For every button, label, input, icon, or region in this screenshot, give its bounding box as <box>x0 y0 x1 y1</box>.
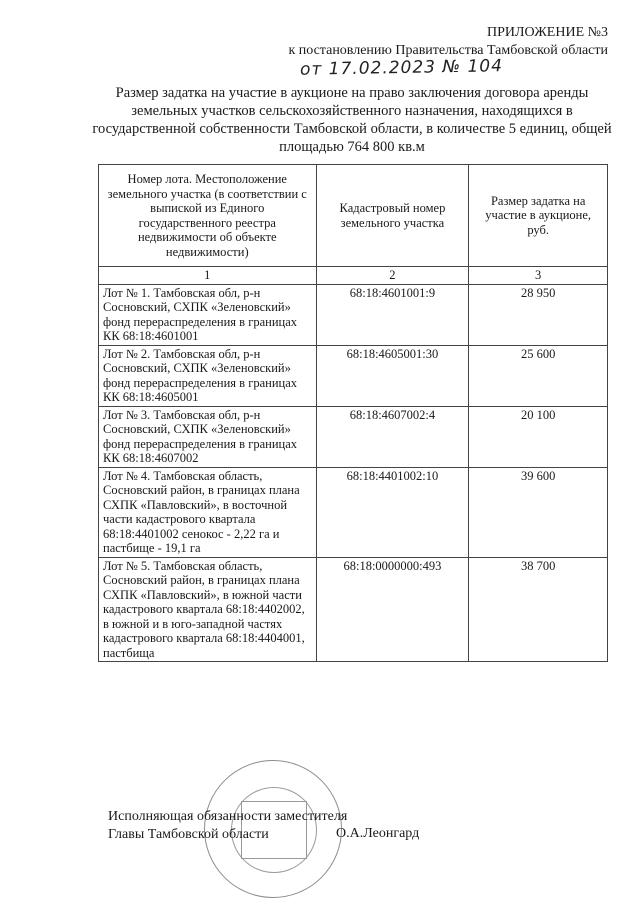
lot-location: Лот № 5. Тамбовская область, Сосновский район, в границах плана СХПК «Павловский», в южной части кадастрового квартала 68:18:4402002, в южной и в юго-западной частях кадастрового квартала 68:18:4404001, пастбища <box>99 557 317 662</box>
signature-block <box>108 808 347 844</box>
document-title: Размер задатка на участие в аукционе на право заключения договора аренды земельных участков сельскохозяйственного назначения, находящихся в государственной собственности Тамбовской области, в количестве 5 единиц, общей площадью 764 800 кв.м <box>92 85 612 155</box>
header-deposit: Размер задатка на участие в аукционе, руб. <box>469 165 608 267</box>
appendix-header <box>262 24 608 60</box>
table-row <box>99 467 608 557</box>
lot-cadastral: 68:18:4401002:10 <box>316 467 469 557</box>
signer-name: О.А.Леонгард <box>336 826 420 841</box>
table-row <box>99 284 608 345</box>
lot-deposit: 20 100 <box>469 406 608 467</box>
column-number-row <box>99 267 608 285</box>
lot-deposit: 38 700 <box>469 557 608 662</box>
appendix-number: ПРИЛОЖЕНИЕ №3 <box>487 25 608 40</box>
lots-table <box>98 164 608 662</box>
col-number: 3 <box>469 267 608 285</box>
table-row <box>99 406 608 467</box>
table-row <box>99 345 608 406</box>
header-location: Номер лота. Местоположение земельного участка (в соответствии с выпиской из Единого государственного реестра недвижимости об объекте недвижимости) <box>99 165 317 267</box>
handwritten-date-number: от 17.02.2023 № 104 <box>299 56 504 80</box>
lot-cadastral: 68:18:4601001:9 <box>316 284 469 345</box>
table-row <box>99 557 608 662</box>
lot-cadastral: 68:18:4605001:30 <box>316 345 469 406</box>
lot-cadastral: 68:18:4607002:4 <box>316 406 469 467</box>
signer-position-line1: Исполняющая обязанности заместителя <box>108 809 348 824</box>
col-number: 2 <box>316 267 469 285</box>
lot-location: Лот № 1. Тамбовская обл, р-н Сосновский, СХПК «Зеленовский» фонд перераспределения в границах КК 68:18:4601001 <box>99 284 317 345</box>
lot-deposit: 28 950 <box>469 284 608 345</box>
lot-deposit: 39 600 <box>469 467 608 557</box>
lot-deposit: 25 600 <box>469 345 608 406</box>
lot-cadastral: 68:18:0000000:493 <box>316 557 469 662</box>
table-header-row <box>99 165 608 267</box>
signer-position-line2: Главы Тамбовской области <box>108 827 269 842</box>
lot-location: Лот № 4. Тамбовская область, Сосновский район, в границах плана СХПК «Павловский», в восточной части кадастрового квартала 68:18:4401002 сенокос - 2,22 га и пастбище - 19,1 га <box>99 467 317 557</box>
lot-location: Лот № 2. Тамбовская обл, р-н Сосновский, СХПК «Зеленовский» фонд перераспределения в границах КК 68:18:4605001 <box>99 345 317 406</box>
lot-location: Лот № 3. Тамбовская обл, р-н Сосновский, СХПК «Зеленовский» фонд перераспределения в границах КК 68:18:4607002 <box>99 406 317 467</box>
appendix-reference: к постановлению Правительства Тамбовской области <box>288 43 608 58</box>
header-cadastral: Кадастровый номер земельного участка <box>316 165 469 267</box>
col-number: 1 <box>99 267 317 285</box>
